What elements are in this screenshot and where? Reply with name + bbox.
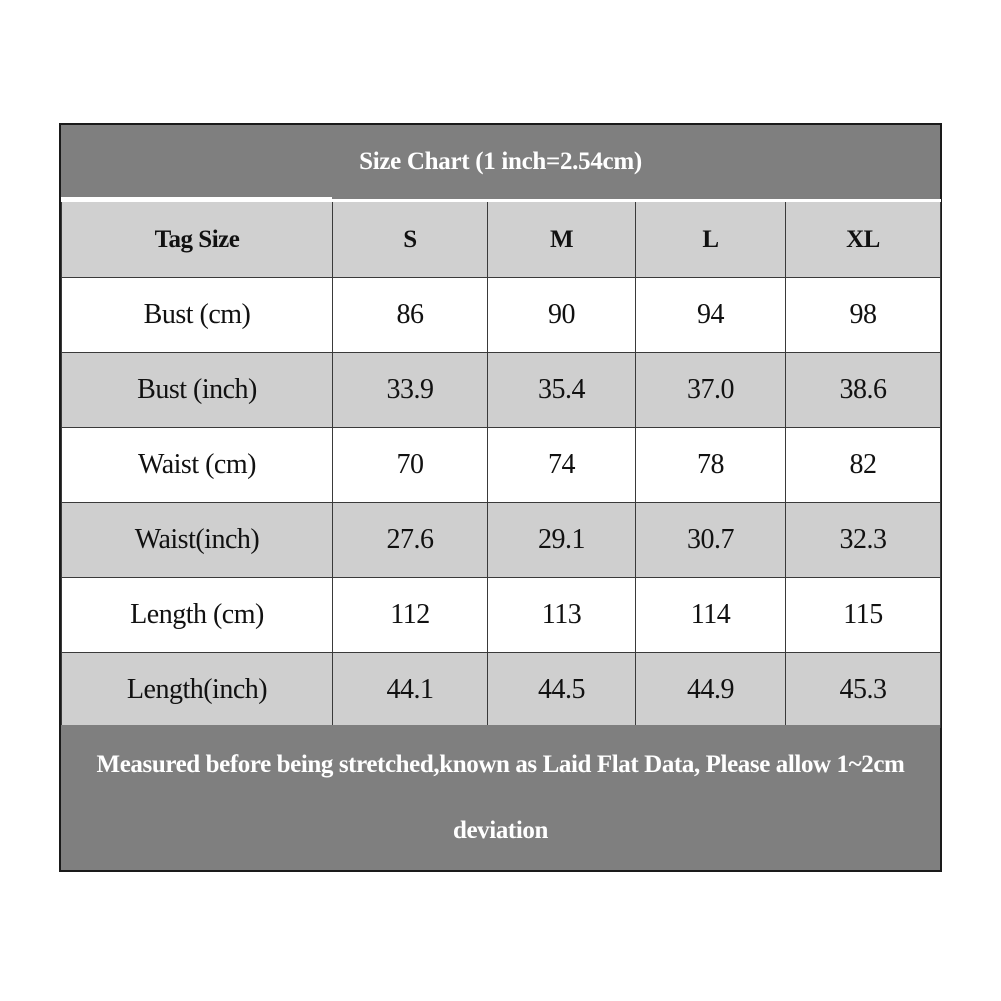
row-label: Length (cm) xyxy=(62,578,333,653)
table-cell: 27.6 xyxy=(333,503,488,578)
table-cell: 45.3 xyxy=(786,653,941,728)
column-header: Tag Size xyxy=(62,201,333,278)
table-cell: 44.5 xyxy=(488,653,636,728)
column-header: M xyxy=(488,201,636,278)
table-row xyxy=(62,578,941,653)
chart-title: Size Chart (1 inch=2.54cm) xyxy=(61,125,940,198)
size-table xyxy=(61,199,941,728)
table-cell: 37.0 xyxy=(636,353,786,428)
table-cell: 32.3 xyxy=(786,503,941,578)
row-label: Bust (cm) xyxy=(62,278,333,353)
table-cell: 98 xyxy=(786,278,941,353)
column-header: XL xyxy=(786,201,941,278)
table-cell: 114 xyxy=(636,578,786,653)
table-cell: 35.4 xyxy=(488,353,636,428)
table-cell: 44.1 xyxy=(333,653,488,728)
table-cell: 38.6 xyxy=(786,353,941,428)
row-label: Waist(inch) xyxy=(62,503,333,578)
table-row xyxy=(62,503,941,578)
table-row xyxy=(62,428,941,503)
table-cell: 78 xyxy=(636,428,786,503)
table-cell: 33.9 xyxy=(333,353,488,428)
row-label: Length(inch) xyxy=(62,653,333,728)
table-cell: 29.1 xyxy=(488,503,636,578)
table-row xyxy=(62,278,941,353)
table-cell: 90 xyxy=(488,278,636,353)
table-cell: 44.9 xyxy=(636,653,786,728)
size-chart xyxy=(59,123,942,872)
table-cell: 115 xyxy=(786,578,941,653)
table-cell: 94 xyxy=(636,278,786,353)
table-cell: 70 xyxy=(333,428,488,503)
table-cell: 82 xyxy=(786,428,941,503)
row-label: Bust (inch) xyxy=(62,353,333,428)
table-header-row xyxy=(62,201,941,278)
table-cell: 74 xyxy=(488,428,636,503)
column-header: S xyxy=(333,201,488,278)
table-cell: 112 xyxy=(333,578,488,653)
row-label: Waist (cm) xyxy=(62,428,333,503)
footer-note: Measured before being stretched,known as Laid Flat Data, Please allow 1~2cm deviation xyxy=(61,725,940,870)
table-row xyxy=(62,653,941,728)
table-cell: 113 xyxy=(488,578,636,653)
table-cell: 30.7 xyxy=(636,503,786,578)
column-header: L xyxy=(636,201,786,278)
table-row xyxy=(62,353,941,428)
table-cell: 86 xyxy=(333,278,488,353)
